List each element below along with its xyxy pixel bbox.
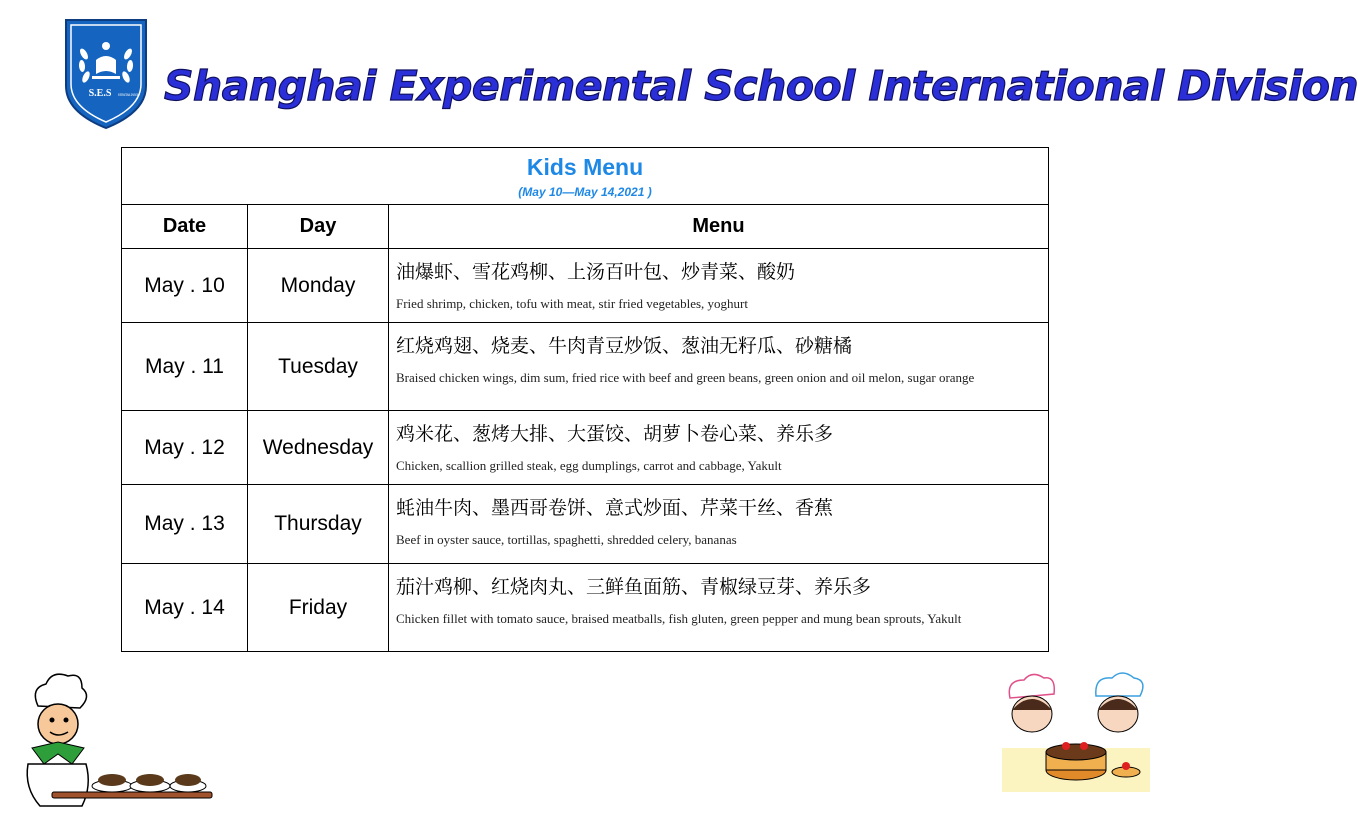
row-menu (389, 411, 1049, 485)
row-day: Tuesday (248, 323, 389, 411)
row-menu (389, 249, 1049, 323)
school-logo-shield (62, 16, 150, 132)
chef-illustration (12, 668, 208, 818)
row-day: Wednesday (248, 411, 389, 485)
row-date: May . 13 (122, 485, 248, 564)
menu-english: Chicken, scallion grilled steak, egg dumplings, carrot and cabbage, Yakult (396, 458, 782, 473)
school-name: Shanghai Experimental School International Division (164, 62, 1358, 110)
column-header-day: Day (248, 205, 389, 249)
column-header-date: Date (122, 205, 248, 249)
table-row (122, 411, 1049, 485)
row-day: Thursday (248, 485, 389, 564)
table-row (122, 323, 1049, 411)
menu-title: Kids Menu (526, 154, 644, 180)
row-date: May . 10 (122, 249, 248, 323)
menu-date-range: (May 10—May 14,2021 ) (518, 185, 652, 199)
food-plate-icon (92, 774, 206, 792)
menu-chinese: 鸡米花、葱烤大排、大蛋饺、胡萝卜卷心菜、养乐多 (396, 423, 834, 445)
kids-menu-table (121, 147, 1049, 652)
menu-chinese: 红烧鸡翅、烧麦、牛肉青豆炒饭、葱油无籽瓜、砂糖橘 (396, 335, 853, 357)
row-date: May . 14 (122, 564, 248, 652)
row-menu (389, 564, 1049, 652)
row-menu (389, 485, 1049, 564)
table-header-row (122, 205, 1049, 249)
table-row (122, 485, 1049, 564)
menu-english: Chicken fillet with tomato sauce, braised meatballs, fish gluten, green pepper and mung bean sprouts, Yakult (396, 611, 962, 626)
row-day: Monday (248, 249, 389, 323)
logo-side-text: INTERNATIONAL DIVISION (118, 92, 139, 97)
table-row (122, 564, 1049, 652)
logo-text: S.E.S (88, 88, 112, 99)
row-day: Friday (248, 564, 389, 652)
menu-english: Fried shrimp, chicken, tofu with meat, stir fried vegetables, yoghurt (396, 296, 748, 311)
menu-chinese: 油爆虾、雪花鸡柳、上汤百叶包、炒青菜、酸奶 (396, 261, 796, 283)
column-header-menu: Menu (389, 205, 1049, 249)
kids-baking-illustration (1002, 668, 1152, 794)
row-date: May . 11 (122, 323, 248, 411)
table-row (122, 249, 1049, 323)
menu-english: Beef in oyster sauce, tortillas, spaghetti, shredded celery, bananas (396, 532, 737, 547)
row-date: May . 12 (122, 411, 248, 485)
menu-english: Braised chicken wings, dim sum, fried rice with beef and green beans, green onion and oil melon, sugar orange (396, 370, 975, 385)
menu-chinese: 蚝油牛肉、墨西哥卷饼、意式炒面、芹菜干丝、香蕉 (396, 497, 834, 519)
row-menu (389, 323, 1049, 411)
menu-caption (122, 148, 1049, 205)
menu-chinese: 茄汁鸡柳、红烧肉丸、三鲜鱼面筋、青椒绿豆芽、养乐多 (396, 576, 872, 598)
